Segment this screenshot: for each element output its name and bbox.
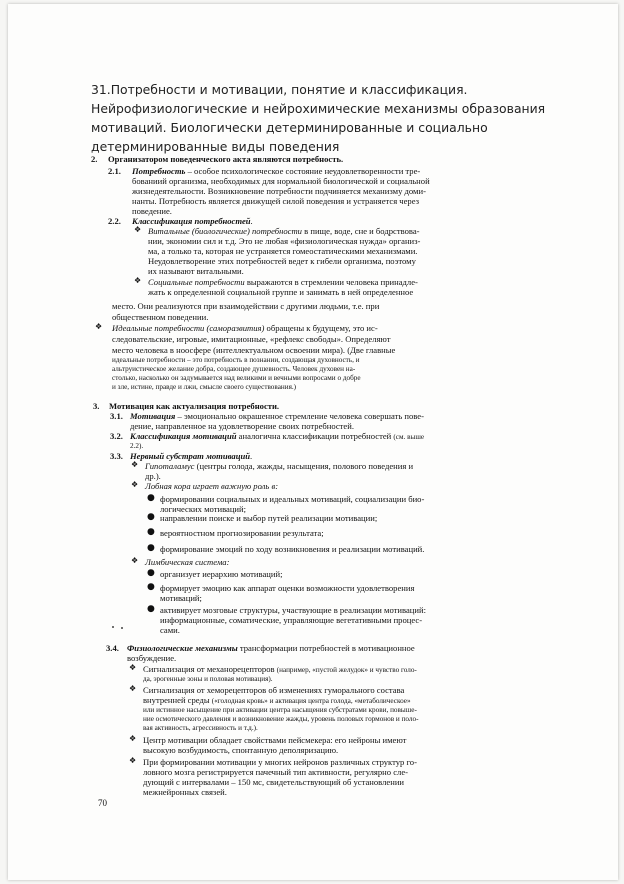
para-2-2-heading: Классификация потребностей. xyxy=(132,216,253,226)
round-bullet-icon: ● xyxy=(147,582,155,592)
para-2-1-number: 2.1. xyxy=(108,166,121,176)
limbic-item-3-line-3: сами. xyxy=(160,625,180,635)
frontal-item-1-line-2: логических мотиваций; xyxy=(160,504,247,514)
ideal-line-1: Идеальные потребности (саморазвития) обращены к будущему, это ис- xyxy=(112,323,378,333)
limbic-item-1: организует иерархию мотиваций; xyxy=(160,569,283,579)
diamond-bullet-icon: ❖ xyxy=(131,480,139,489)
vital-line-2: нии, экономии сил и т.д. Это не любая «физиологическая нужда» организ- xyxy=(148,236,421,246)
para-3-2-number: 3.2. xyxy=(110,431,123,441)
ideal-line-6: столько, насколько он задумывается над великими и вечными вопросами о добре xyxy=(112,374,361,382)
ideal-line-4: идеальные потребности – это потребность в познании, создающая духовность, и xyxy=(112,356,360,364)
continued-line-1: место. Они реализуются при взаимодействии с другими людьми, т.е. при xyxy=(112,301,380,311)
ideal-line-7: и зле, истине, правде и лжи, смысле своего существования.) xyxy=(112,383,297,391)
frontal-cortex-heading: Лобная кора играет важную роль в: xyxy=(145,481,279,491)
para-2-2-number: 2.2. xyxy=(108,216,121,226)
round-bullet-icon: ● xyxy=(147,512,155,522)
pacemaker-line-2: высокую возбудимость, спонтанную деполяризацию. xyxy=(143,745,339,755)
burst-line-1: При формировании мотивации у многих нейронов различных структур го- xyxy=(143,757,417,767)
frontal-item-3: вероятностном прогнозировании результата; xyxy=(160,528,324,538)
social-line-2: жать к определенной социальной группе и занимать в ней определенное xyxy=(148,287,414,297)
para-3-4-line-2: возбуждение. xyxy=(127,653,177,663)
scan-speck xyxy=(121,627,123,629)
round-bullet-icon: ● xyxy=(147,543,155,553)
term-motivation-classification: Классификация мотиваций xyxy=(130,431,237,441)
para-2-1-line-4: нанты. Потребность является движущей силой поведения и устраняется через xyxy=(132,196,420,206)
limbic-heading: Лимбическая система: xyxy=(145,557,230,567)
para-2-1-line-5: поведение. xyxy=(132,206,172,216)
scan-speck xyxy=(112,626,114,628)
section-2-number: 2. xyxy=(91,154,98,164)
para-3-1-line-2: дение, направленное на удовлетворение своих потребностей. xyxy=(130,421,354,431)
para-2-1-line-3: жизнедеятельности. Возникновение потребности подчиняется механизму доми- xyxy=(132,186,426,196)
vital-line-1: Витальные (биологические) потребности в пище, воде, сне и бодрствова- xyxy=(148,226,420,236)
diamond-bullet-icon: ❖ xyxy=(131,556,139,565)
para-3-3-heading: Нервный субстрат мотиваций. xyxy=(130,451,253,461)
limbic-item-3-line-1: активирует мозговые структуры, участвующие в реализации мотиваций: xyxy=(160,605,426,615)
term-potrebnost: Потребность xyxy=(132,166,186,176)
hypothalamus-line-1: Гипоталамус (центры голода, жажды, насыщения, полового поведения и xyxy=(145,461,414,471)
mechano-line-2: да, эрогенные зоны и половая мотивация). xyxy=(143,675,273,683)
para-3-2-line-2: 2.2). xyxy=(130,442,144,450)
limbic-item-2-line-2: мотиваций; xyxy=(160,593,202,603)
round-bullet-icon: ● xyxy=(147,527,155,537)
burst-line-2: ловного мозга регистрируется пачечный тип активности, регулярно сле- xyxy=(143,767,408,777)
frontal-item-1-line-1: формировании социальных и идеальных мотиваций, социализации био- xyxy=(160,494,425,504)
ideal-line-2: следовательские, игровые, имитационные, «рефлекс свободы». Определяют xyxy=(112,334,391,344)
diamond-bullet-icon: ❖ xyxy=(129,684,137,693)
social-line-1: Социальные потребности выражаются в стремлении человека принадле- xyxy=(148,277,418,287)
diamond-bullet-icon: ❖ xyxy=(129,663,137,672)
page-number: 70 xyxy=(98,798,107,808)
chemo-line-5: вая активность, агрессивность и т.д.). xyxy=(143,724,258,732)
para-2-1-text: – особое психологическое состояние неудовлетворенности тре- xyxy=(185,166,421,176)
diamond-bullet-icon: ❖ xyxy=(129,756,137,765)
para-3-3-number: 3.3. xyxy=(110,451,123,461)
para-3-2-line-1: Классификация мотиваций аналогична классификации потребностей (см. выше xyxy=(130,431,425,441)
para-2-1-line-1 xyxy=(132,166,420,176)
round-bullet-icon: ● xyxy=(147,568,155,578)
section-2-heading: Организатором поведенческого акта являются потребность. xyxy=(108,154,344,164)
chemo-line-2: внутренней среды («голодная кровь» и активация центра голода, «метаболическое» xyxy=(143,695,411,705)
limbic-item-3-line-2: информационные, соматические, управляющие вегетативными процес- xyxy=(160,615,423,625)
diamond-bullet-icon: ❖ xyxy=(131,460,139,469)
chemo-line-4: ние осмотического давления и возникновение жажды, уровень половых гормонов и поло- xyxy=(143,715,419,723)
section-3-number: 3. xyxy=(93,401,100,411)
term-ideal: Идеальные потребности (саморазвития) xyxy=(112,323,265,333)
hypothalamus-line-2: др.). xyxy=(145,471,161,481)
para-3-1-number: 3.1. xyxy=(110,411,123,421)
para-3-4-line-1: Физиологические механизмы трансформации потребностей в мотивационное xyxy=(127,643,415,653)
term-physiological-mechanisms: Физиологические механизмы xyxy=(127,643,238,653)
burst-line-4: межнейронных связей. xyxy=(143,787,227,797)
round-bullet-icon: ● xyxy=(147,604,155,614)
chemo-line-3: или истинное насыщение при активации центра насыщения субстратами крови, повыше- xyxy=(143,706,417,714)
frontal-item-4: формирование эмоций по ходу возникновения и реализации мотиваций. xyxy=(160,544,425,554)
term-vital: Витальные (биологические) потребности xyxy=(148,226,302,236)
para-2-1-line-2: бованиий организма, необходимых для нормальной биологической и социальной xyxy=(132,176,430,186)
mechano-line-1: Сигнализация от механорецепторов (например, «пустой желудок» и чувство голо- xyxy=(143,664,417,674)
ideal-line-3: место человека в ноосфере (интеллектуальном освоении мира). (Две главные xyxy=(112,345,396,355)
frontal-item-2: направлении поиске и выбор путей реализации мотивации; xyxy=(160,513,378,523)
vital-line-4: Неудовлетворение этих потребностей ведет к гибели организма, поэтому xyxy=(148,256,416,266)
term-motivation: Мотивация xyxy=(130,411,176,421)
term-hypothalamus: Гипоталамус xyxy=(145,461,195,471)
vital-line-3: ма, а только та, которая не устраняется гомеостатическими механизмами. xyxy=(148,246,418,256)
burst-line-3: дующий с интервалами – 150 мс, свидетельствующий об установлении xyxy=(143,777,405,787)
diamond-bullet-icon: ❖ xyxy=(129,734,137,743)
para-3-4-number: 3.4. xyxy=(106,643,119,653)
pacemaker-line-1: Центр мотивации обладает свойствами пейсмекера: его нейроны имеют xyxy=(143,735,407,745)
chemo-line-1: Сигнализация от хеморецепторов об изменениях гуморального состава xyxy=(143,685,405,695)
diamond-bullet-icon: ❖ xyxy=(95,322,103,331)
para-3-1-line-1: Мотивация – эмоционально окрашенное стремление человека совершать пове- xyxy=(130,411,424,421)
vital-line-5: их называют витальными. xyxy=(148,266,244,276)
term-social: Социальные потребности xyxy=(148,277,245,287)
ideal-line-5: альтруистическое желание добра, создающее душевность. Человек духовен на- xyxy=(112,365,356,373)
continued-line-2: общественном поведении. xyxy=(112,312,209,322)
diamond-bullet-icon: ❖ xyxy=(134,225,142,234)
diamond-bullet-icon: ❖ xyxy=(134,276,142,285)
limbic-item-2-line-1: формирует эмоцию как аппарат оценки возможности удовлетворения xyxy=(160,583,415,593)
page-title: 31.Потребности и мотивации, понятие и классификация. Нейрофизиологические и нейрохимические механизмы образования мотиваций. Биологически детерминированные и социально детерминированные виды поведения xyxy=(91,82,546,154)
round-bullet-icon: ● xyxy=(147,493,155,503)
section-3-heading: Мотивация как актуализация потребности. xyxy=(109,401,280,411)
